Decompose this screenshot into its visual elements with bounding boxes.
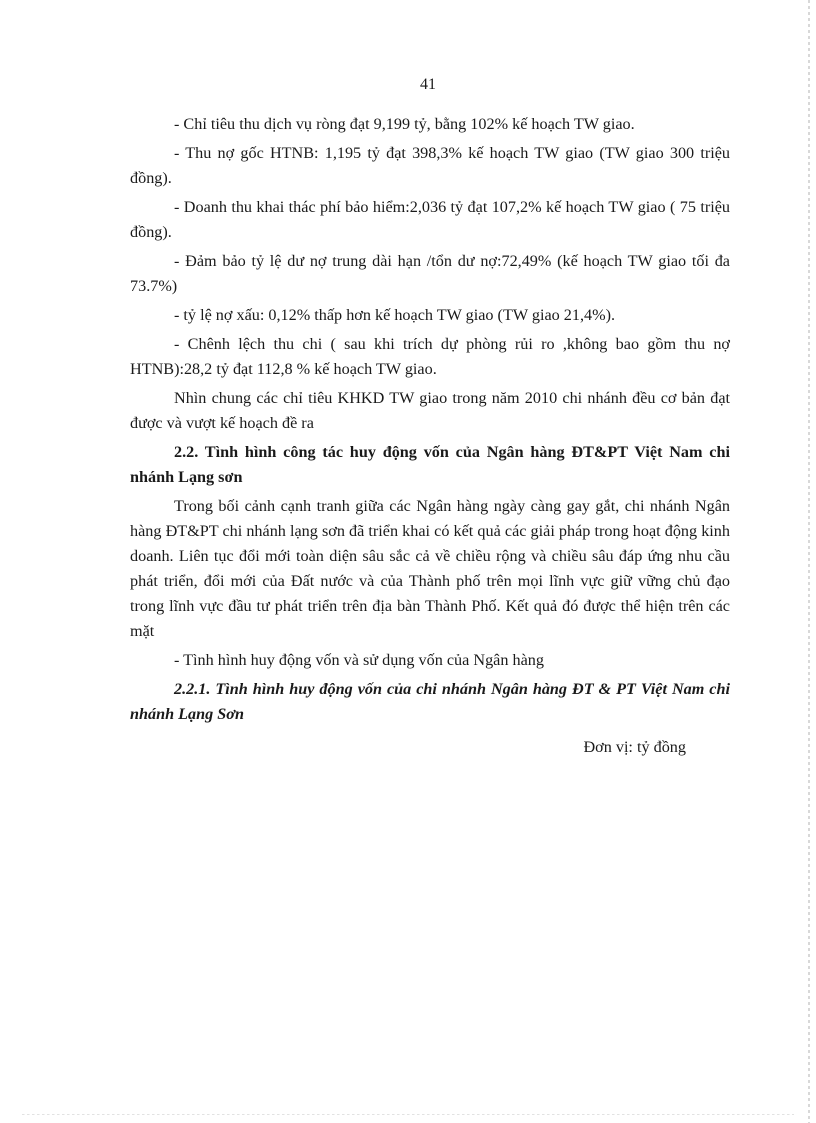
bottom-margin-dotted-line (22, 1114, 794, 1115)
bullet-service-revenue: - Chỉ tiêu thu dịch vụ ròng đạt 9,199 tỷ, bằng 102% kế hoạch TW giao. (174, 115, 635, 133)
bullet-capital-mobilization: - Tình hình huy động vốn và sử dụng vốn của Ngân hàng (174, 651, 544, 669)
page-number: 41 (420, 76, 436, 93)
section-heading-2-2-1: 2.2.1. Tình hình huy động vốn của chi nhánh Ngân hàng ĐT & PT Việt Nam chi nhánh Lạng Sơn (130, 680, 730, 723)
bullet-long-term-debt-ratio: - Đảm bảo tỷ lệ dư nợ trung dài hạn /tổn dư nợ:72,49% (kế hoạch TW giao tối đa 73.7%) (130, 252, 730, 295)
summary-paragraph: Nhìn chung các chỉ tiêu KHKD TW giao trong năm 2010 chi nhánh đều cơ bản đạt được và vượt kế hoạch đề ra (130, 389, 730, 432)
unit-label: Đơn vị: tỷ đồng (583, 738, 686, 756)
bullet-bad-debt-ratio: - tỷ lệ nợ xấu: 0,12% thấp hơn kế hoạch TW giao (TW giao 21,4%). (174, 306, 616, 324)
document-body (130, 112, 730, 760)
context-paragraph: Trong bối cảnh cạnh tranh giữa các Ngân hàng ngày càng gay gắt, chi nhánh Ngân hàng ĐT&PT chi nhánh lạng sơn đã triển khai có kết quả các giải pháp trong hoạt động kinh doanh. Liên tục đổi mới toàn diện sâu sắc cả về chiều rộng và chiều sâu đáp ứng nhu cầu phát triển, đổi mới của Đất nước và của Thành phố trên mọi lĩnh vực giữ vững chủ đạo trong lĩnh vực đầu tư phát triển trên địa bàn Thành Phố. Kết quả đó được thể hiện trên các mặt (130, 497, 730, 640)
section-heading-2-2: 2.2. Tình hình công tác huy động vốn của Ngân hàng ĐT&PT Việt Nam chi nhánh Lạng sơn (130, 443, 730, 486)
right-margin-dotted-line (808, 0, 810, 1123)
bullet-income-expense-difference: - Chênh lệch thu chi ( sau khi trích dự phòng rủi ro ,không bao gồm thu nợ HTNB):28,2 tỷ đạt 112,8 % kế hoạch TW giao. (130, 335, 730, 378)
bullet-debt-collection: - Thu nợ gốc HTNB: 1,195 tỷ đạt 398,3% kế hoạch TW giao (TW giao 300 triệu đồng). (130, 144, 730, 187)
bullet-insurance-revenue: - Doanh thu khai thác phí bảo hiểm:2,036 tỷ đạt 107,2% kế hoạch TW giao ( 75 triệu đồng). (130, 198, 730, 241)
